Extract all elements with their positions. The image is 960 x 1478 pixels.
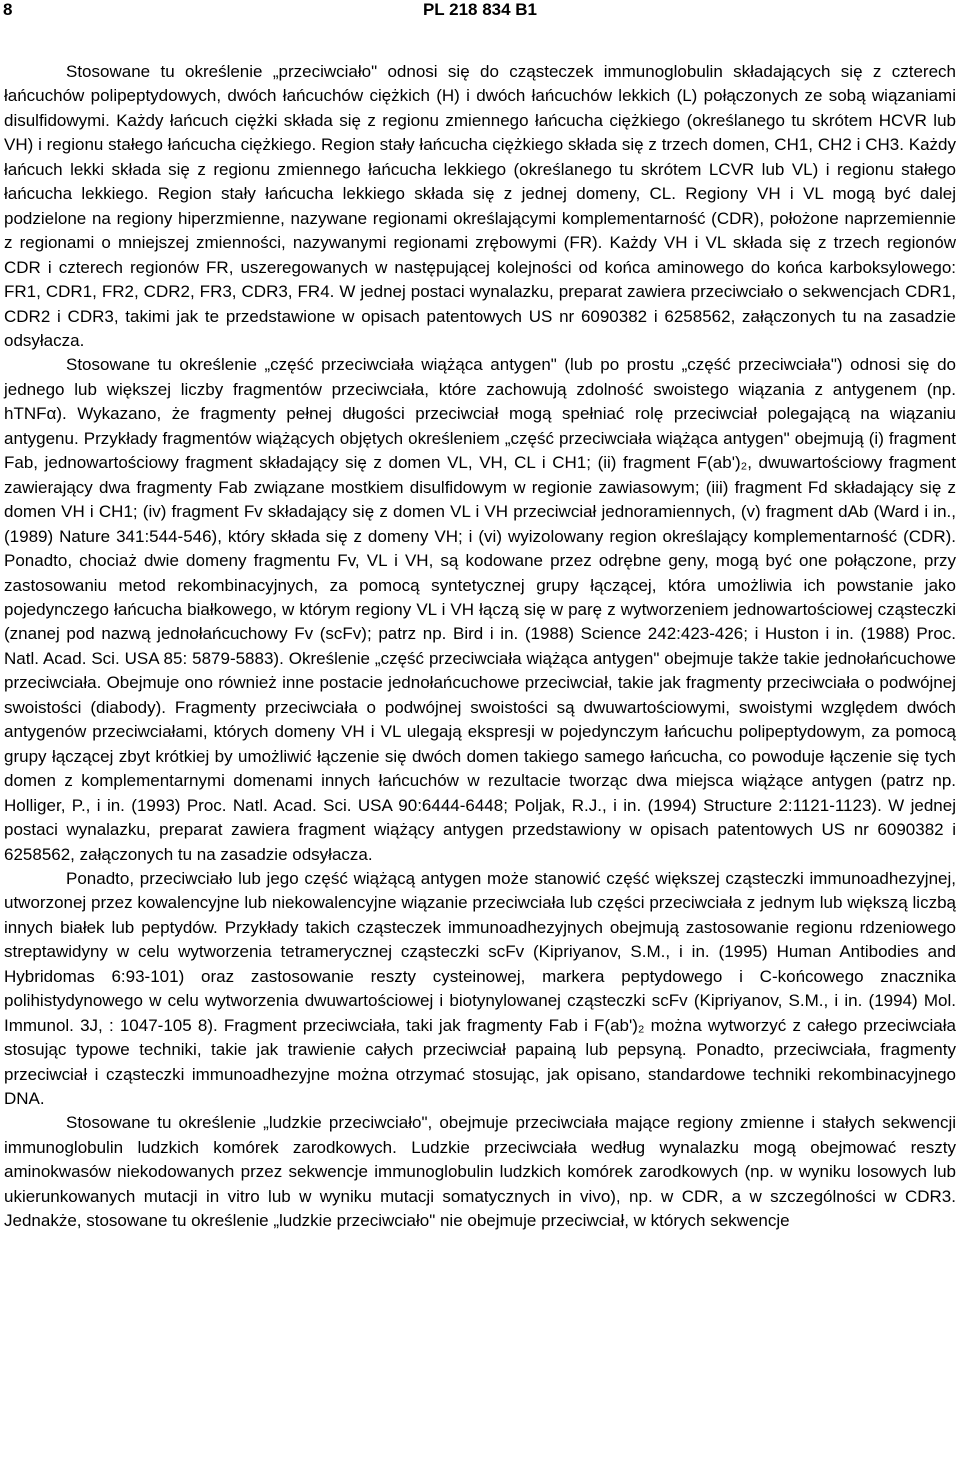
page-header	[0, 0, 960, 24]
paragraph-antibody-definition: Stosowane tu określenie „przeciwciało" odnosi się do cząsteczek immunoglobulin składających się z czterech łańcuchów polipeptydowych, dwóch łańcuchów ciężkich (H) i dwóch łańcuchów lekkich (L) połączonych ze sobą wiązaniami disulfidowymi. Każdy łańcuch ciężki składa się z regionu zmiennego łańcucha ciężkiego (określanego tu skrótem HCVR lub VH) i regionu stałego łańcucha ciężkiego. Region stały łańcucha ciężkiego składa się z trzech domen, CH1, CH2 i CH3. Każdy łańcuch lekki składa się z regionu zmiennego łańcucha lekkiego (określanego tu skrótem LCVR lub VL) i regionu stałego łańcucha lekkiego. Region stały łańcucha lekkiego składa się z jednej domeny, CL. Regiony VH i VL mogą być dalej podzielone na regiony hiperzmienne, nazywane regionami określającymi komplementarność (CDR), położone naprzemiennie z regionami o mniejszej zmienności, nazywanymi regionami zrębowymi (FR). Każdy VH i VL składa się z trzech regionów CDR i czterech regionów FR, uszeregowanych w następującej kolejności od końca aminowego do końca karboksylowego: FR1, CDR1, FR2, CDR2, FR3, CDR3, FR4. W jednej postaci wynalazku, preparat zawiera przeciwciało o sekwencjach CDR1, CDR2 i CDR3, takimi jak te przedstawione w opisach patentowych US nr 6090382 i 6258562, załączonych tu na zasadzie odsyłacza.	[4, 62, 956, 350]
paragraph-immunoadhesion-molecules: Ponadto, przeciwciało lub jego część wiążącą antygen może stanowić część większej cząsteczki immunoadhezyjnej, utworzonej przez kowalencyjne lub niekowalencyjne wiązanie przeciwciała lub części przeciwciała z jednym lub większą liczbą innych białek lub peptydów. Przykłady takich cząsteczek immunoadhezyjnych obejmują zastosowanie regionu rdzeniowego streptawidyny w celu wytworzenia tetramerycznej cząsteczki scFv (Kipriyanov, S.M., i in. (1995) Human Antibodies and Hybridomas 6:93-101) oraz zastosowanie reszty cysteinowej, markera peptydowego i C-końcowego znacznika polihistydynowego w celu wytworzenia dwuwartościowej i biotynylowanej cząsteczki scFv (Kipriyanov, S.M., i in. (1994) Mol. Immunol. 3J, : 1047-105 8). Fragment przeciwciała, taki jak fragmenty Fab i F(ab')₂ można wytworzyć z całego przeciwciała stosując typowe techniki, takie jak trawienie całych przeciwciał papainą lub pepsyną. Ponadto, przeciwciała, fragmenty przeciwciał i cząsteczki immunoadhezyjne można otrzymać stosując, jak opisano, standardowe techniki rekombinacyjnego DNA.	[4, 868, 956, 1109]
patent-number: PL 218 834 B1	[422, 0, 538, 19]
paragraph-human-antibody: Stosowane tu określenie „ludzkie przeciwciało", obejmuje przeciwciała mające regiony zmienne i stałych sekwencji immunoglobulin ludzkich komórek zarodkowych. Ludzkie przeciwciała według wynalazku mogą obejmować reszty aminokwasów niekodowanych przez sekwencje immunoglobulin ludzkich komórek zarodkowych (np. w wyniku losowych lub ukierunkowanych mutacji in vitro lub w wyniku mutacji somatycznych in vivo), np. w CDR, a w szczególności w CDR3. Jednakże, stosowane tu określenie „ludzkie przeciwciało" nie obejmuje przeciwciał, w których sekwencje	[4, 1113, 956, 1231]
page-number: 8	[3, 0, 13, 19]
paragraph-antigen-binding-portion: Stosowane tu określenie „część przeciwciała wiążąca antygen" (lub po prostu „część przeciwciała") odnosi się do jednego lub większej liczby fragmentów przeciwciała, które zachowują zdolność swoistego wiązania z antygenem (np. hTNFα). Wykazano, że fragmenty pełnej długości przeciwciał mogą spełniać rolę przeciwciał polegającą na wiązaniu antygenu. Przykłady fragmentów wiążących objętych określeniem „część przeciwciała wiążąca antygen" obejmują (i) fragment Fab, jednowartościowy fragment składający się z domen VL, VH, CL i CH1; (ii) fragment F(ab')₂, dwuwartościowy fragment zawierający dwa fragmenty Fab związane mostkiem disulfidowym w regionie zawiasowym; (iii) fragment Fd składający się z domen VH i CH1; (iv) fragment Fv składający się z domen VL i VH przeciwciał jednoramiennych, (v) fragment dAb (Ward i in., (1989) Nature 341:544-546), który składa się z domeny VH; i (vi) wyizolowany region określający komplementarność (CDR). Ponadto, chociaż dwie domeny fragmentu Fv, VL i VH, są kodowane przez odrębne geny, mogą być one połączone, przy zastosowaniu metod rekombinacyjnych, za pomocą syntetycznej grupy łączącej, która umożliwia ich powstanie jako pojedynczego łańcucha białkowego, w którym regiony VL i VH łączą się w parę z wytworzeniem jednowartościowej cząsteczki (znanej pod nazwą jednołańcuchowy Fv (scFv); patrz np. Bird i in. (1988) Science 242:423-426; i Huston i in. (1988) Proc. Natl. Acad. Sci. USA 85: 5879-5883). Określenie „część przeciwciała wiążąca antygen" obejmuje także takie jednołańcuchowe przeciwciała. Obejmuje ono również inne postacie jednołańcuchowe przeciwciał, takie jak fragmenty przeciwciała o podwójnej swoistości (diabody). Fragmenty przeciwciała o podwójnej swoistości są dwuwartościowymi, swoistymi względem dwóch antygenów przeciwciałami, których domeny VH i VL ulegają ekspresji w pojedynczym łańcuchu polipeptydowym, za pomocą grupy łączącej zbyt krótkiej by umożliwić łączenie się dwóch domen takiego samego łańcucha, co powoduje łączenie się tych domen z komplementarnymi domenami innych łańcuchów w rezultacie tworząc dwa miejsca wiążące antygen (patrz np. Holliger, P., i in. (1993) Proc. Natl. Acad. Sci. USA 90:6444-6448; Poljak, R.J., i in. (1994) Structure 2:1121-1123). W jednej postaci wynalazku, preparat zawiera fragment wiążący antygen przedstawiony w opisach patentowych US nr 6090382 i 6258562, załączonych tu na zasadzie odsyłacza.	[4, 355, 956, 864]
document-body	[4, 60, 956, 1234]
